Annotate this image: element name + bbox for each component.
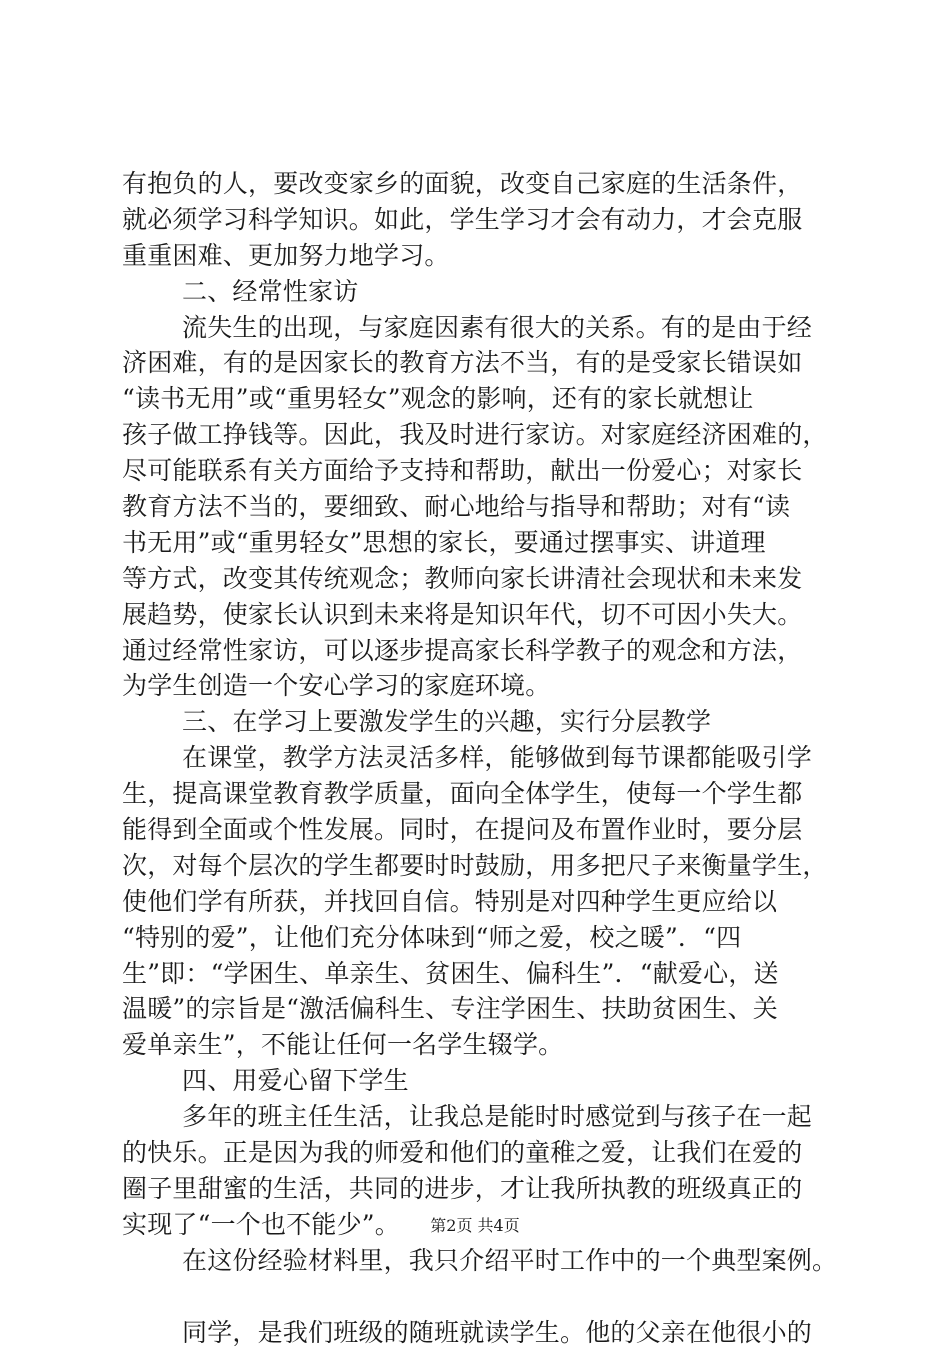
text-line: 有抱负的人，要改变家乡的面貌，改变自己家庭的生活条件， [122, 169, 803, 198]
text-line: 生”即：“学困生、单亲生、贫困生、偏科生”．“献爱心，送 [122, 958, 779, 988]
text-line: 在这份经验材料里，我只介绍平时工作中的一个典型案例。 [182, 1245, 838, 1275]
text-line: 多年的班主任生活，让我总是能时时感觉到与孩子在一起 [182, 1102, 813, 1132]
text-line: 使他们学有所获，并找回自信。特别是对四种学生更应给以 [122, 886, 778, 916]
text-line: 流失生的出现，与家庭因素有很大的关系。有的是由于经 [182, 312, 813, 342]
text-line: 就必须学习科学知识。如此，学生学习才会有动力，才会克服 [122, 204, 803, 234]
text-line: 尽可能联系有关方面给予支持和帮助，献出一份爱心；对家长 [122, 456, 803, 486]
text-line: 温暖”的宗旨是“激活偏科生、专注学困生、扶助贫困生、关 [122, 994, 778, 1024]
text-line: 能得到全面或个性发展。同时，在提问及布置作业时，要分层 [122, 815, 803, 845]
section-heading: 三、在学习上要激发学生的兴趣，实行分层教学 [182, 707, 712, 737]
text-line: 书无用”或“重男轻女”思想的家长，要通过摆事实、讲道理 [122, 527, 766, 557]
text-line: 重重困难、更加努力地学习。 [122, 240, 450, 270]
text-line: 圈子里甜蜜的生活，共同的进步，才让我所执教的班级真正的 [122, 1173, 803, 1203]
paragraph-gap [122, 1279, 842, 1315]
text-line: 的快乐。正是因为我的师爱和他们的童稚之爱，让我们在爱的 [122, 1138, 803, 1168]
text-line: 次，对每个层次的学生都要时时鼓励，用多把尺子来衡量学生， [122, 850, 828, 880]
text-line: 生，提高课堂教育教学质量，面向全体学生，使每一个学生都 [122, 779, 803, 809]
text-line: 实现了“一个也不能少”。 [122, 1209, 400, 1239]
text-line: 爱单亲生”，不能让任何一名学生辍学。 [122, 1030, 564, 1060]
section-heading: 二、经常性家访 [182, 276, 359, 306]
text-line: 济困难，有的是因家长的教育方法不当，有的是受家长错误如 [122, 348, 803, 378]
section-heading: 四、用爱心留下学生 [182, 1066, 409, 1096]
text-line: 在课堂，教学方法灵活多样，能够做到每节课都能吸引学 [182, 743, 813, 773]
document-body [122, 166, 842, 1351]
text-line: 为学生创造一个安心学习的家庭环境。 [122, 671, 551, 701]
text-line: 孩子做工挣钱等。因此，我及时进行家访。对家庭经济困难的， [122, 420, 828, 450]
text-line: “特别的爱”，让他们充分体味到“师之爱，校之暖”．“四 [122, 922, 742, 952]
text-line: 展趋势，使家长认识到未来将是知识年代，切不可因小失大。 [122, 599, 803, 629]
text-line: “读书无用”或“重男轻女”观念的影响，还有的家长就想让 [122, 384, 754, 414]
text-line: 等方式，改变其传统观念；教师向家长讲清社会现状和未来发 [122, 563, 803, 593]
page-footer: 第2页 共4页 [430, 1216, 520, 1235]
text-line: 同学，是我们班级的随班就读学生。他的父亲在他很小的 [182, 1317, 813, 1347]
text-line: 通过经常性家访，可以逐步提高家长科学教子的观念和方法， [122, 635, 803, 665]
text-line: 教育方法不当的，要细致、耐心地给与指导和帮助；对有“读 [122, 492, 791, 522]
